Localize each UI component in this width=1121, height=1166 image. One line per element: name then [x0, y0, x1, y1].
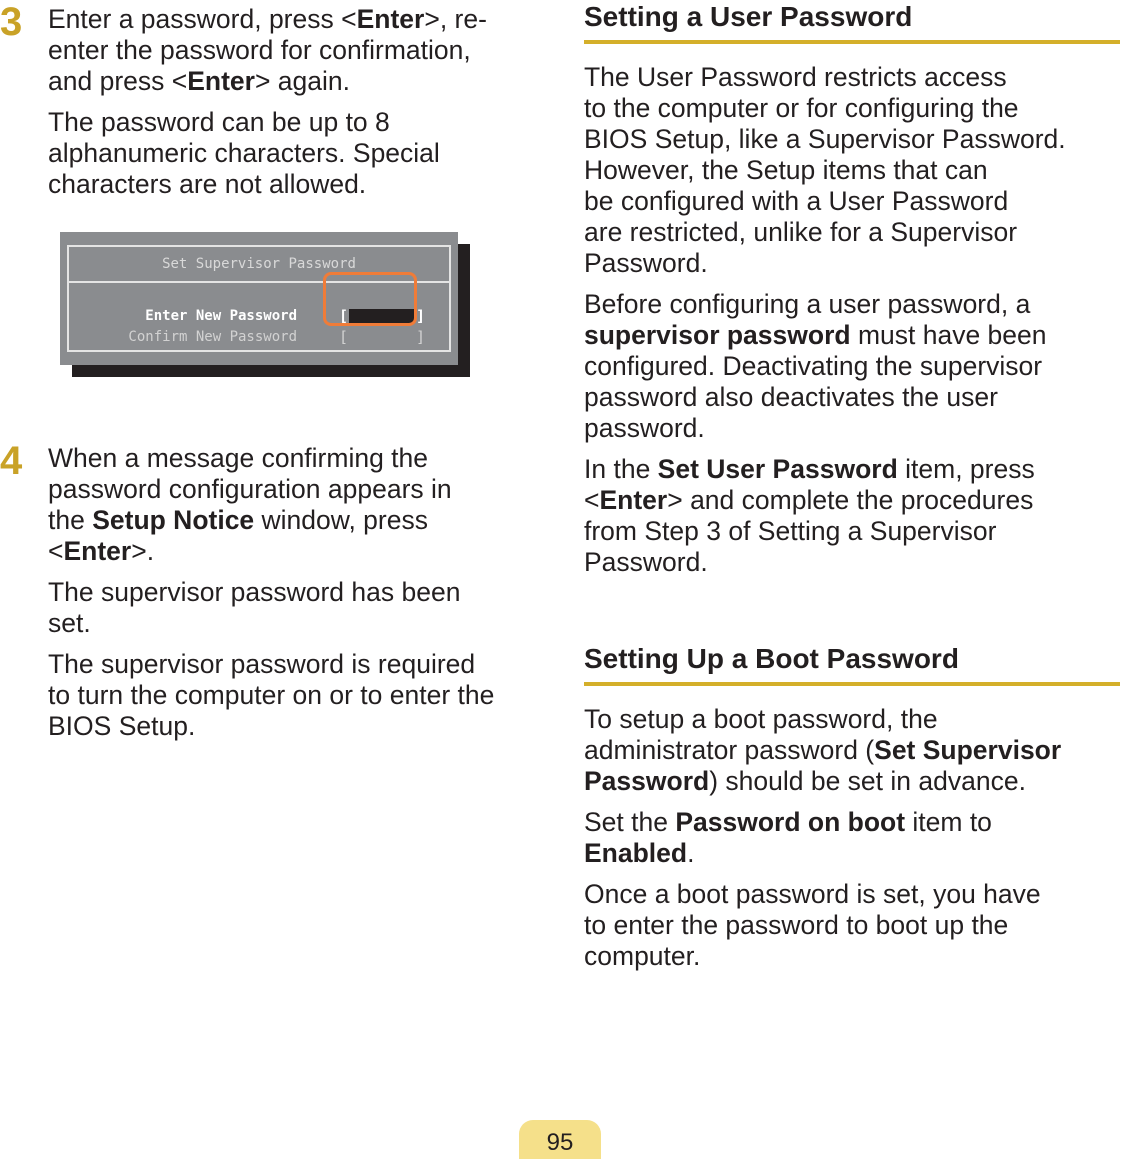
step-number: 4 — [0, 439, 23, 483]
boot-password-note: Once a boot password is set, you have to enter the password to boot up the computer. — [584, 879, 1041, 971]
boot-password-enable: Set the Password on boot item to Enabled. — [584, 807, 992, 868]
section-user-password — [584, 0, 1120, 578]
bios-password-dialog: Set Supervisor Password Enter New Password Confirm New Password [ ] [ ] — [60, 232, 458, 365]
bios-dialog-title: Set Supervisor Password — [69, 247, 449, 283]
user-password-procedure: In the Set User Password item, press <Enter> and complete the procedures from Step 3 of Setting a Supervisor Password. — [584, 454, 1035, 577]
step-4-instruction: When a message confirming the password configuration appears in the Setup Notice window, press <Enter>. — [48, 443, 452, 566]
section-boot-password — [584, 642, 1120, 972]
section-heading: Setting a User Password — [584, 0, 1120, 44]
step-4-note: The supervisor password is required to turn the computer on or to enter the BIOS Setup. — [48, 649, 495, 741]
step-4-result: The supervisor password has been set. — [48, 577, 461, 638]
confirm-new-password-label: Confirm New Password — [128, 329, 297, 345]
step-3-note: The password can be up to 8 alphanumeric characters. Special characters are not allowed. — [48, 107, 440, 199]
password-field-highlight — [323, 272, 417, 326]
boot-password-intro: To setup a boot password, the administrator password (Set Supervisor Password) should be set in advance. — [584, 704, 1062, 796]
page-number: 95 — [519, 1120, 601, 1159]
enter-new-password-label: Enter New Password — [145, 308, 297, 324]
user-password-prereq: Before configuring a user password, a supervisor password must have been configured. Deactivating the supervisor password also deactivates the user password. — [584, 289, 1047, 443]
section-heading: Setting Up a Boot Password — [584, 642, 1120, 686]
step-number: 3 — [0, 0, 23, 44]
user-password-intro: The User Password restricts access to the computer or for configuring the BIOS Setup, like a Supervisor Password. However, the Setup items that can be configured with a User Password are restricted, unlike for a Supervisor Password. — [584, 62, 1066, 278]
step-3-instruction: Enter a password, press <Enter>, re- enter the password for confirmation, and press <Enter> again. — [48, 4, 487, 96]
